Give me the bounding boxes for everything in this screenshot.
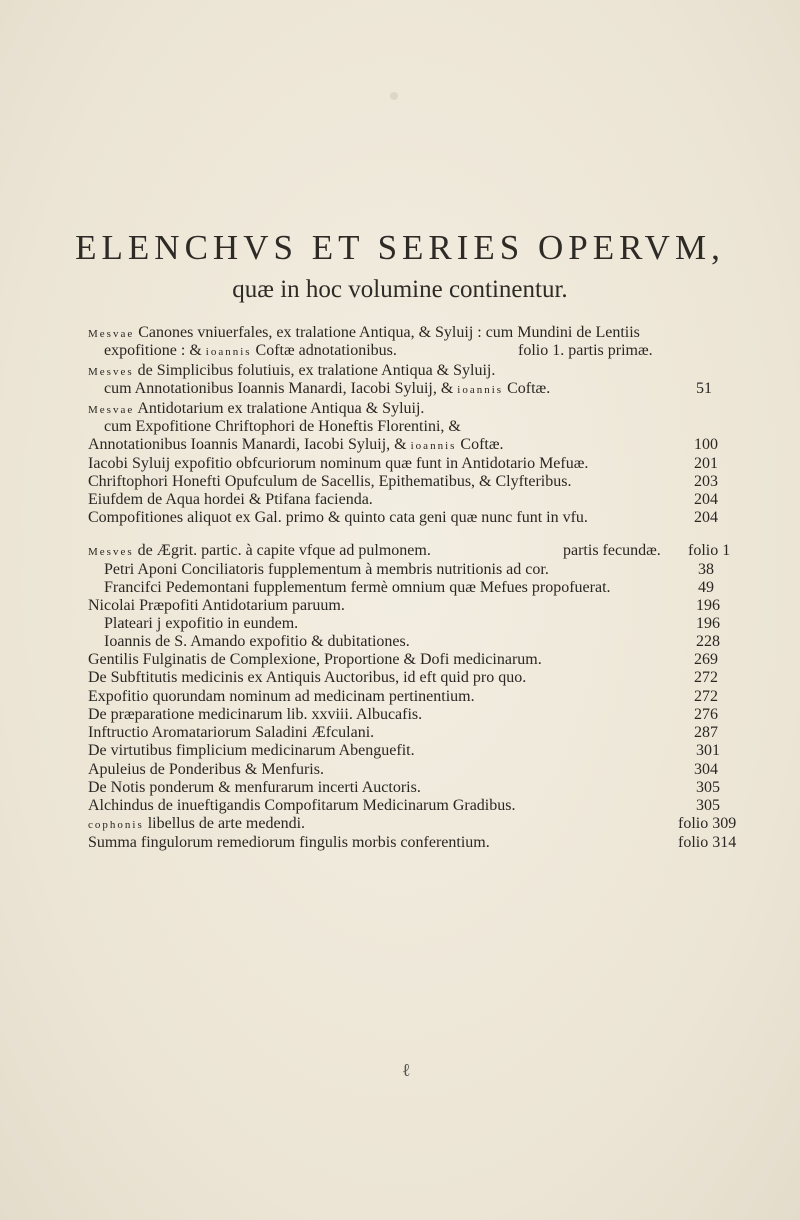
list-item: De præparatione medicinarum lib. xxviii. Albucafis. 276 [88, 706, 718, 723]
list-item: Petri Aponi Conciliatoris fupplementum à membris nutritionis ad cor. 38 [104, 561, 714, 578]
list-item: Mesvae Antidotarium ex tralatione Antiqua & Syluij. [88, 400, 425, 417]
page-ref: 51 [696, 380, 712, 397]
page-ref: folio 309 [678, 815, 737, 832]
page-ref: 38 [698, 561, 714, 578]
page-ref: 287 [694, 724, 718, 741]
page-subtitle: quæ in hoc volumine continentur. [232, 276, 568, 303]
page-ref: 301 [696, 742, 720, 759]
page-ref: folio 314 [678, 834, 737, 851]
list-item: cum Expofitione Chriftophori de Honeftis Florentini, & [104, 418, 461, 435]
list-item: Nicolai Præpofiti Antidotarium paruum. 196 [88, 597, 720, 614]
page-ref: 204 [694, 509, 718, 526]
list-item: Chriftophori Honefti Opufculum de Sacellis, Epithematibus, & Clyfteribus. 203 [88, 473, 718, 490]
list-item: Eiufdem de Aqua hordei & Ptifana facienda. 204 [88, 491, 718, 508]
page-ref: 305 [696, 797, 720, 814]
stray-mark: ℓ [402, 1060, 411, 1081]
page-ref: 272 [694, 669, 718, 686]
list-item: Gentilis Fulginatis de Complexione, Proportione & Dofi medicinarum. 269 [88, 651, 718, 668]
part-label: partis fecundæ. [563, 542, 661, 559]
page-ref: 228 [696, 633, 720, 650]
page-ref: 203 [694, 473, 718, 490]
page-ref: folio 1. partis primæ. [518, 342, 653, 359]
page-ref: 196 [696, 615, 720, 632]
list-item: De virtutibus fimplicium medicinarum Abenguefit. 301 [88, 742, 720, 759]
list-item: Francifci Pedemontani fupplementum fermè omnium quæ Mefues propofuerat. 49 [104, 579, 714, 596]
page-ref: 272 [694, 688, 718, 705]
list-item: De Subftitutis medicinis ex Antiquis Auctoribus, id eft quid pro quo. 272 [88, 669, 718, 686]
page-ref: 201 [694, 455, 718, 472]
list-item: Compofitiones aliquot ex Gal. primo & quinto cata geni quæ nunc funt in vfu. 204 [88, 509, 718, 526]
list-item: Inftructio Aromatariorum Saladini Æfculani. 287 [88, 724, 718, 741]
page-ref: 49 [698, 579, 714, 596]
page-ref: 276 [694, 706, 718, 723]
list-item: Expofitio quorundam nominum ad medicinam pertinentium. 272 [88, 688, 718, 705]
ink-spot [390, 92, 398, 100]
list-item: Summa fingulorum remediorum fingulis morbis conferentium. folio 314 [88, 834, 737, 851]
list-item: Apuleius de Ponderibus & Menfuris. 304 [88, 761, 718, 778]
list-item: cum Annotationibus Ioannis Manardi, Iacobi Syluij, & ioannis Coftæ. 51 [104, 380, 712, 397]
page-ref: 269 [694, 651, 718, 668]
page-ref: 196 [696, 597, 720, 614]
page-ref: folio 1 [688, 542, 731, 559]
list-item: Annotationibus Ioannis Manardi, Iacobi Syluij, & ioannis Coftæ. 100 [88, 436, 718, 453]
page-ref: 304 [694, 761, 718, 778]
page-ref: 204 [694, 491, 718, 508]
page-ref: 100 [694, 436, 718, 453]
list-item: Alchindus de inueftigandis Compofitarum Medicinarum Gradibus. 305 [88, 797, 720, 814]
list-item: Iacobi Syluij expofitio obfcuriorum nominum quæ funt in Antidotario Mefuæ. 201 [88, 455, 718, 472]
page-ref: 305 [696, 779, 720, 796]
list-item: Ioannis de S. Amando expofitio & dubitationes. 228 [104, 633, 720, 650]
list-item: expofitione : & ioannis Coftæ adnotationibus. folio 1. partis primæ. [104, 342, 653, 359]
list-item: cophonis libellus de arte medendi. folio 309 [88, 815, 737, 832]
list-item: Mesves de Ægrit. partic. à capite vfque ad pulmonem. partis fecundæ. folio 1 [88, 542, 731, 559]
list-item: Mesves de Simplicibus folutiuis, ex tralatione Antiqua & Syluij. [88, 362, 496, 379]
list-item: Plateari j expofitio in eundem. 196 [104, 615, 720, 632]
list-item: Mesvae Canones vniuerfales, ex tralatione Antiqua, & Syluij : cum Mundini de Lentiis [88, 324, 640, 341]
page-title: ELENCHVS ET SERIES OPERVM, [75, 228, 725, 267]
list-item: De Notis ponderum & menfurarum incerti Auctoris. 305 [88, 779, 720, 796]
